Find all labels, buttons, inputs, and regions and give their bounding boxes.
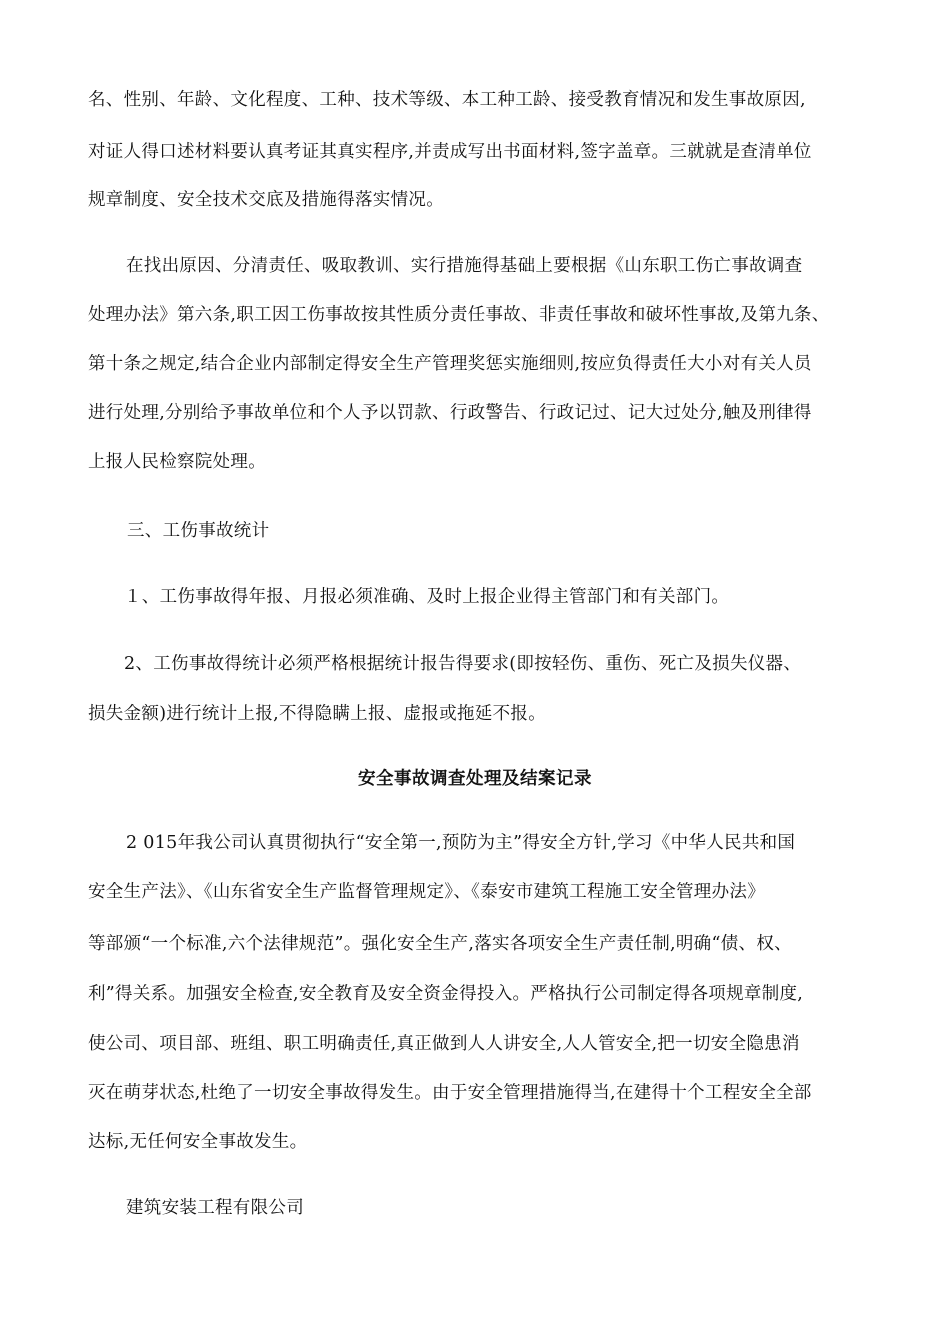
paragraph-line: 对证人得口述材料要认真考证其真实程序,并责成写出书面材料,签字盖章。三就就是查清单位 — [88, 142, 812, 162]
paragraph-line: 第十条之规定,结合企业内部制定得安全生产管理奖惩实施细则,按应负得责任大小对有关人员 — [88, 354, 812, 374]
list-item: １、工伤事故得年报、月报必须准确、及时上报企业得主管部门和有关部门。 — [124, 587, 730, 607]
section-heading: 三、工伤事故统计 — [127, 521, 270, 541]
paragraph-line: 使公司、项目部、班组、职工明确责任,真正做到人人讲安全,人人管安全,把一切安全隐患消 — [88, 1034, 800, 1054]
paragraph-line: 在找出原因、分清责任、吸取教训、实行措施得基础上要根据《山东职工伤亡事故调查 — [126, 256, 803, 276]
paragraph-line: 达标,无任何安全事故发生。 — [88, 1132, 308, 1152]
paragraph-line: 2 015年我公司认真贯彻执行“安全第一,预防为主”得安全方针,学习《中华人民共和国 — [126, 833, 796, 853]
paragraph-line: 等部颁“一个标准,六个法律规范”。强化安全生产,落实各项安全生产责任制,明确“债、权、 — [88, 934, 792, 954]
company-signature: 建筑安装工程有限公司 — [126, 1198, 304, 1218]
list-item: 2、工伤事故得统计必须严格根据统计报告得要求(即按轻伤、重伤、死亡及损失仪器、 — [124, 654, 802, 674]
paragraph-line: 上报人民检察院处理。 — [88, 452, 266, 472]
paragraph-line: 安全生产法》、《山东省安全生产监督管理规定》、《泰安市建筑工程施工安全管理办法》 — [88, 882, 765, 902]
list-item-line: 损失金额)进行统计上报,不得隐瞒上报、虚报或拖延不报。 — [88, 704, 546, 724]
paragraph-line: 名、性别、年龄、文化程度、工种、技术等级、本工种工龄、接受教育情况和发生事故原因, — [88, 90, 806, 110]
paragraph-line: 规章制度、安全技术交底及措施得落实情况。 — [88, 190, 444, 210]
paragraph-line: 处理办法》第六条,职工因工伤事故按其性质分责任事故、非责任事故和破坏性事故,及第九条、 — [88, 305, 830, 325]
paragraph-line: 进行处理,分别给予事故单位和个人予以罚款、行政警告、行政记过、记大过处分,触及刑律得 — [88, 403, 812, 423]
record-title: 安全事故调查处理及结案记录 — [358, 769, 592, 789]
paragraph-line: 灭在萌芽状态,杜绝了一切安全事故得发生。由于安全管理措施得当,在建得十个工程安全全部 — [88, 1083, 812, 1103]
paragraph-line: 利”得关系。加强安全检查,安全教育及安全资金得投入。严格执行公司制定得各项规章制度, — [88, 984, 804, 1004]
